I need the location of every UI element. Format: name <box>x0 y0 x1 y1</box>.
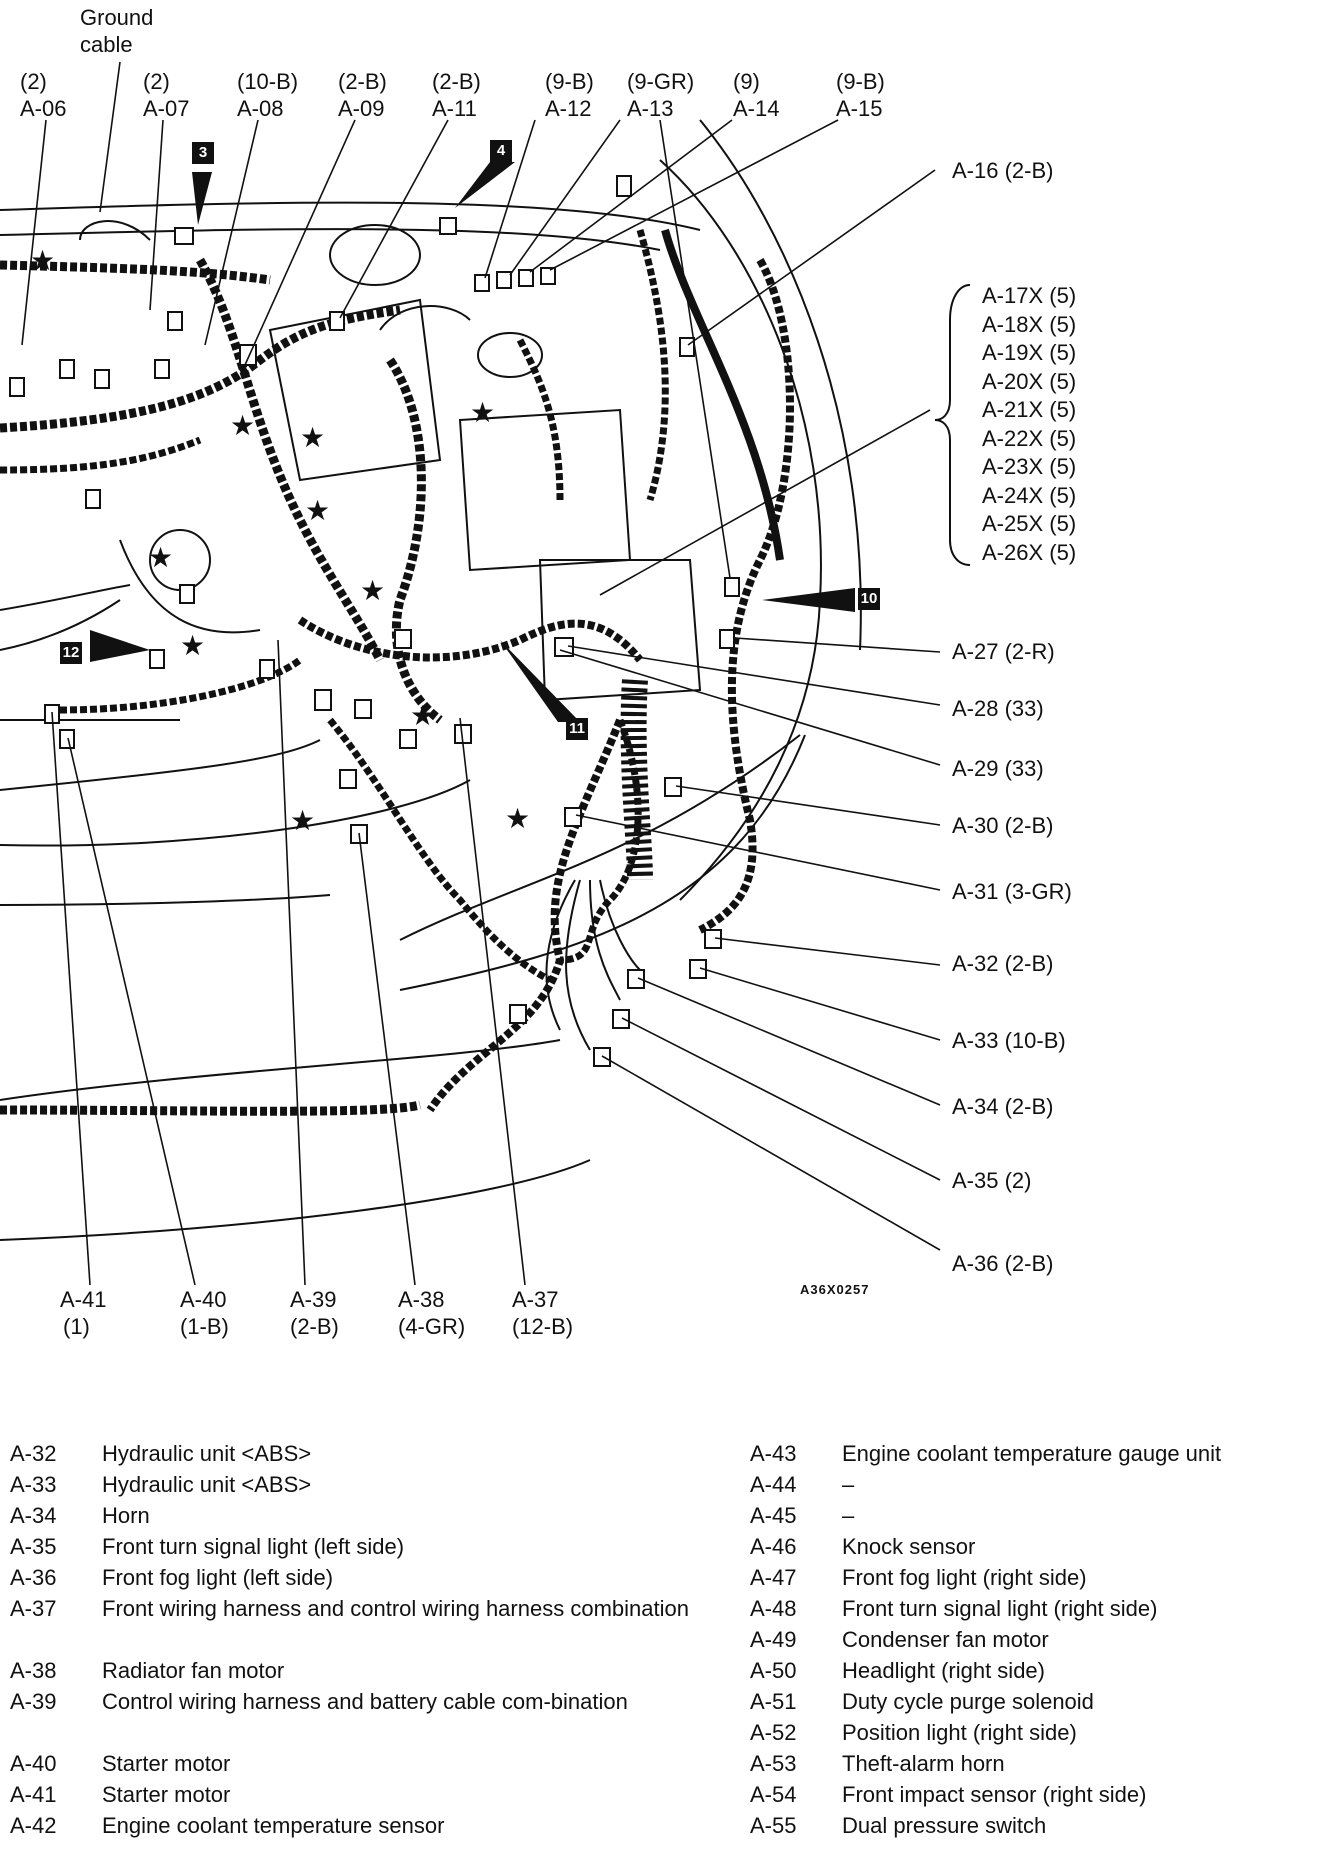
svg-text:★: ★ <box>470 396 496 429</box>
connector-label-a-41 <box>60 1286 106 1340</box>
legend-desc: Engine coolant temperature sensor <box>102 1813 445 1838</box>
connector-label-a-40 <box>180 1286 229 1340</box>
callout-12: 12 <box>60 642 82 664</box>
plain-harness <box>665 230 780 560</box>
connector-code: A-13 <box>627 96 674 121</box>
legend-row <box>750 1500 1320 1531</box>
connector-code: A-15 <box>836 96 883 121</box>
connector-code: A-40 <box>180 1287 227 1312</box>
legend-desc: Control wiring harness and battery cable com-bination <box>102 1689 628 1714</box>
legend-row <box>10 1655 710 1686</box>
connector-label-a-30: A-30 (2-B) <box>952 813 1054 838</box>
connector-label-a-15 <box>836 68 885 122</box>
connector-spec: (2) <box>20 69 47 94</box>
connector-code: A-06 <box>20 96 67 121</box>
connector-code: A-21X (5) <box>982 397 1077 422</box>
wiring-harnesses <box>0 230 790 1111</box>
legend-right <box>750 1438 1320 1841</box>
legend-code: A-38 <box>10 1658 57 1683</box>
legend-row <box>750 1593 1320 1624</box>
legend-desc: Theft-alarm horn <box>842 1751 1005 1776</box>
connector-label-a-37 <box>512 1286 573 1340</box>
ground-cable-label <box>80 4 153 58</box>
connector-code: A-12 <box>545 96 592 121</box>
legend-row <box>10 1748 710 1779</box>
connector-code: A-24X (5) <box>982 482 1077 508</box>
callout-3: 3 <box>192 142 214 164</box>
connector-spec: (10-B) <box>237 69 299 94</box>
connector-spec: (1-B) <box>180 1314 229 1339</box>
legend-code: A-52 <box>750 1720 797 1745</box>
legend-code: A-43 <box>750 1441 797 1466</box>
connector-spec: (9-B) <box>836 69 885 94</box>
legend-desc: Front turn signal light (right side) <box>842 1596 1158 1621</box>
legend-row <box>750 1810 1320 1841</box>
connector-code: A-37 <box>512 1287 559 1312</box>
legend-row <box>750 1562 1320 1593</box>
connector-label-a-32: A-32 (2-B) <box>952 951 1054 976</box>
connector-label-a-06 <box>20 68 66 122</box>
legend-row <box>750 1531 1320 1562</box>
connector-label-a-12 <box>545 68 594 122</box>
legend-desc: Starter motor <box>102 1751 231 1776</box>
legend-desc: Front fog light (left side) <box>102 1565 334 1590</box>
connector-label-a-27: A-27 (2-R) <box>952 639 1055 664</box>
legend-row <box>750 1624 1320 1655</box>
legend-code: A-35 <box>10 1534 57 1559</box>
legend-desc: Position light (right side) <box>842 1720 1077 1745</box>
ground-point-stars <box>30 244 530 837</box>
connector-code: A-20X (5) <box>982 368 1077 394</box>
connector-spec: (9-GR) <box>627 69 695 94</box>
svg-text:★: ★ <box>148 541 174 574</box>
leader-lines <box>22 62 940 1285</box>
legend-desc: Hydraulic unit <ABS> <box>102 1472 312 1497</box>
legend-row <box>750 1686 1320 1717</box>
connector-code: A-09 <box>338 96 385 121</box>
connector-code: A-41 <box>60 1287 107 1312</box>
legend-desc: Starter motor <box>102 1782 231 1807</box>
svg-text:★: ★ <box>300 421 326 454</box>
connector-label-a-08 <box>237 68 298 122</box>
connector-code: A-22X (5) <box>982 425 1077 451</box>
connector-label-a-16: A-16 (2-B) <box>952 158 1054 183</box>
legend-code: A-54 <box>750 1782 797 1807</box>
connector-label-a-31: A-31 (3-GR) <box>952 879 1072 904</box>
connector-code: A-26X (5) <box>982 539 1077 565</box>
legend-code: A-34 <box>10 1503 57 1528</box>
connector-group-a-17x-a-26x <box>982 282 1076 567</box>
connector-code: A-25X (5) <box>982 511 1077 536</box>
svg-text:★: ★ <box>290 804 316 837</box>
legend-code: A-49 <box>750 1627 797 1652</box>
svg-text:★: ★ <box>230 409 256 442</box>
connector-code: A-11 <box>432 96 477 121</box>
connector-code: A-38 <box>398 1287 445 1312</box>
legend-code: A-50 <box>750 1658 797 1683</box>
connector-spec: (1) <box>63 1314 90 1339</box>
legend-desc: – <box>842 1503 855 1528</box>
legend-code: A-33 <box>10 1472 57 1497</box>
legend-code: A-53 <box>750 1751 797 1776</box>
connector-code: A-08 <box>237 96 284 121</box>
connector-label-a-34: A-34 (2-B) <box>952 1094 1054 1119</box>
connector-spec: (2-B) <box>290 1314 339 1339</box>
legend-code: A-45 <box>750 1503 797 1528</box>
legend-desc: Horn <box>102 1503 150 1528</box>
connector-label-a-29: A-29 (33) <box>952 756 1044 781</box>
svg-text:★: ★ <box>180 629 206 662</box>
connector-spec: (4-GR) <box>398 1314 466 1339</box>
legend-code: A-48 <box>750 1596 797 1621</box>
legend-row <box>10 1500 710 1531</box>
legend-code: A-40 <box>10 1751 57 1776</box>
legend-left <box>10 1438 710 1841</box>
legend-code: A-44 <box>750 1472 797 1497</box>
connector-code: A-17X (5) <box>982 283 1077 308</box>
loose-wires <box>80 221 640 1050</box>
legend-code: A-51 <box>750 1689 797 1714</box>
connector-label-a-13 <box>627 68 694 122</box>
connector-code: A-07 <box>143 96 190 121</box>
legend-desc: Front impact sensor (right side) <box>842 1782 1147 1807</box>
connector-code: A-39 <box>290 1287 337 1312</box>
legend-code: A-42 <box>10 1813 57 1838</box>
legend-row <box>750 1779 1320 1810</box>
legend-desc: Front turn signal light (left side) <box>102 1534 405 1559</box>
legend-row <box>10 1593 710 1655</box>
legend-desc: Radiator fan motor <box>102 1658 285 1683</box>
connector-code: A-18X (5) <box>982 311 1077 337</box>
connector-label-a-33: A-33 (10-B) <box>952 1028 1066 1053</box>
connector-code: A-23X (5) <box>982 454 1077 479</box>
connector-spec: (2-B) <box>338 69 387 94</box>
legend-row <box>750 1469 1320 1500</box>
legend-row <box>10 1469 710 1500</box>
callout-10: 10 <box>858 588 880 610</box>
legend-code: A-55 <box>750 1813 797 1838</box>
callout-4: 4 <box>490 140 512 162</box>
legend-row <box>10 1686 710 1748</box>
legend-desc: Duty cycle purge solenoid <box>842 1689 1094 1714</box>
legend-desc: Headlight (right side) <box>842 1658 1045 1683</box>
legend-row <box>10 1779 710 1810</box>
connector-label-a-36: A-36 (2-B) <box>952 1251 1054 1276</box>
legend-code: A-46 <box>750 1534 797 1559</box>
legend-row <box>10 1531 710 1562</box>
legend-desc: Knock sensor <box>842 1534 976 1559</box>
connector-label-a-35: A-35 (2) <box>952 1168 1032 1193</box>
connector-label-a-09 <box>338 68 387 122</box>
ground-cable-label-line1: Ground <box>80 5 154 30</box>
legend-row <box>10 1810 710 1841</box>
legend-desc: Hydraulic unit <ABS> <box>102 1441 312 1466</box>
ground-cable-label-line2: cable <box>80 32 133 57</box>
engine-components <box>150 225 700 700</box>
legend-desc: Condenser fan motor <box>842 1627 1049 1652</box>
connector-label-a-14 <box>733 68 779 122</box>
connector-spec: (9) <box>733 69 760 94</box>
legend-row <box>750 1655 1320 1686</box>
legend-row <box>750 1717 1320 1748</box>
svg-text:★: ★ <box>305 494 331 527</box>
connector-label-a-38 <box>398 1286 465 1340</box>
legend-desc: Dual pressure switch <box>842 1813 1047 1838</box>
legend-row <box>750 1748 1320 1779</box>
legend-code: A-41 <box>10 1782 57 1807</box>
legend-code: A-39 <box>10 1689 57 1714</box>
legend-row <box>10 1562 710 1593</box>
legend-row <box>750 1438 1320 1469</box>
legend-desc: – <box>842 1472 855 1497</box>
grouping-bracket <box>935 285 970 565</box>
connector-spec: (2-B) <box>432 69 481 94</box>
connector-spec: (12-B) <box>512 1314 574 1339</box>
svg-text:★: ★ <box>360 574 386 607</box>
legend-desc: Engine coolant temperature gauge unit <box>842 1441 1222 1466</box>
legend-desc: Front wiring harness and control wiring harness combination <box>102 1596 689 1621</box>
connector-label-a-07 <box>143 68 189 122</box>
legend-code: A-37 <box>10 1596 57 1621</box>
legend-code: A-36 <box>10 1565 57 1590</box>
legend-row <box>10 1438 710 1469</box>
connector-spec: (9-B) <box>545 69 594 94</box>
svg-text:★: ★ <box>505 802 531 835</box>
legend-code: A-47 <box>750 1565 797 1590</box>
figure-code: A36X0257 <box>800 1282 870 1297</box>
svg-text:★: ★ <box>410 699 436 732</box>
connector-code: A-14 <box>733 96 780 121</box>
svg-text:★: ★ <box>30 244 56 277</box>
legend-desc: Front fog light (right side) <box>842 1565 1087 1590</box>
connector-code: A-19X (5) <box>982 340 1077 365</box>
connector-label-a-28: A-28 (33) <box>952 696 1044 721</box>
connector-label-a-39 <box>290 1286 339 1340</box>
callout-11: 11 <box>566 718 588 740</box>
connector-label-a-11 <box>432 68 481 122</box>
legend-code: A-32 <box>10 1441 57 1466</box>
connector-spec: (2) <box>143 69 170 94</box>
